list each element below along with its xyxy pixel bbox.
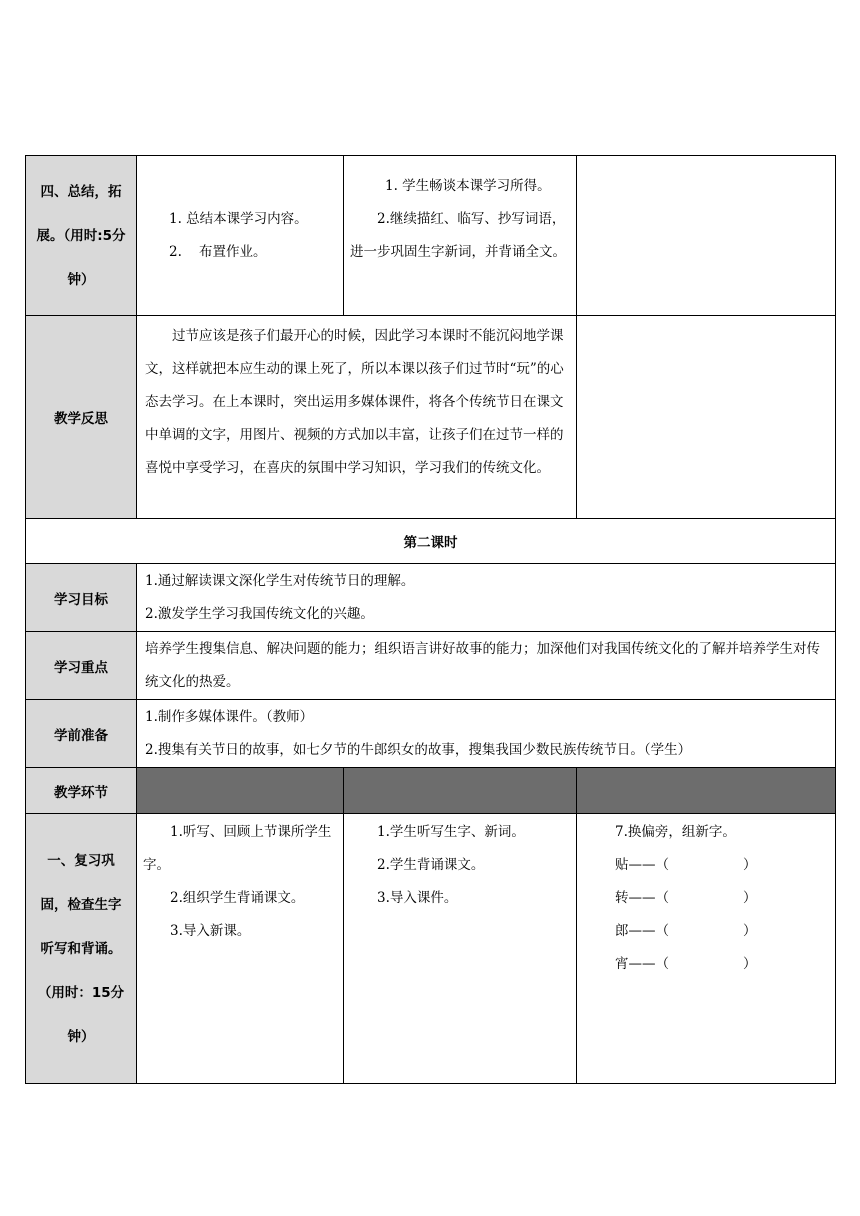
summary-row (26, 156, 836, 316)
steps-header-row (26, 768, 836, 814)
review-student-cell (344, 814, 577, 1084)
exercise-item (577, 849, 835, 882)
steps-header-cell (577, 768, 836, 814)
key-points-label: 学习重点 (26, 632, 137, 700)
preparation-item: 1.制作多媒体课件。（教师） (145, 708, 314, 725)
preparation-row (26, 700, 836, 768)
reflection-label: 教学反思 (26, 316, 137, 519)
lesson-title-row (26, 519, 836, 564)
summary-teacher-item: 2. 布置作业。 (169, 243, 267, 260)
review-student-item: 2.学生背诵课文。 (377, 857, 485, 873)
exercise-close: ） (743, 923, 757, 939)
preparation-cell (137, 700, 836, 768)
summary-teacher-item: 1. 总结本课学习内容。 (169, 210, 308, 227)
exercise-char: 贴——（ (615, 857, 669, 873)
exercise-close: ） (743, 890, 757, 906)
summary-student-item: 2.继续描红、临写、抄写词语，进一步巩固生字新词，并背诵全文。 (350, 211, 566, 260)
exercise-item (577, 948, 835, 981)
review-exercise-cell (577, 814, 836, 1084)
review-teacher-item: 3.导入新课。 (170, 923, 251, 939)
review-teacher-item: 1.听写、回顾上节课所学生字。 (143, 824, 332, 873)
review-student-item: 1.学生听写生字、新词。 (377, 824, 525, 840)
summary-student-cell (344, 156, 577, 316)
reflection-text: 过节应该是孩子们最开心的时候，因此学习本课时不能沉闷地学课文，这样就把本应生动的课上死了，所以本课以孩子们过节时“玩”的心态去学习。在上本课时，突出运用多媒体课件，将各个传统节日在课文中单调的文字，用图片、视频的方式加以丰富，让孩子们在过节一样的喜悦中享受学习，在喜庆的氛围中学习知识，学习我们的传统文化。 (145, 328, 564, 476)
objectives-label: 学习目标 (26, 564, 137, 632)
summary-empty-cell (577, 156, 836, 316)
lesson-title: 第二课时 (26, 519, 836, 564)
key-points-cell (137, 632, 836, 700)
objective-item: 2.激发学生学习我国传统文化的兴趣。 (145, 605, 374, 622)
objective-item: 1.通过解读课文深化学生对传统节日的理解。 (145, 572, 415, 589)
summary-student-item: 1. 学生畅谈本课学习所得。 (385, 178, 551, 194)
exercise-item (577, 882, 835, 915)
review-row (26, 814, 836, 1084)
lesson-plan-table (25, 155, 836, 1084)
exercise-char: 宵——（ (615, 956, 669, 972)
key-points-text: 培养学生搜集信息、解决问题的能力；组织语言讲好故事的能力；加深他们对我国传统文化的了解并培养学生对传统文化的热爱。 (145, 640, 820, 690)
review-student-item: 3.导入课件。 (377, 890, 458, 906)
review-teacher-cell (137, 814, 344, 1084)
summary-teacher-cell (137, 156, 344, 316)
exercise-close: ） (743, 956, 757, 972)
objectives-cell (137, 564, 836, 632)
preparation-item: 2.搜集有关节日的故事，如七夕节的牛郎织女的故事，搜集我国少数民族传统节日。（学生） (145, 741, 692, 758)
exercise-title: 7.换偏旁，组新字。 (615, 824, 736, 840)
review-teacher-item: 2.组织学生背诵课文。 (170, 890, 305, 906)
objectives-row (26, 564, 836, 632)
reflection-row (26, 316, 836, 519)
exercise-char: 转——（ (615, 890, 669, 906)
exercise-char: 郎——（ (615, 923, 669, 939)
steps-header-cell (344, 768, 577, 814)
summary-label: 四、总结，拓展。（用时:5分钟） (26, 156, 137, 316)
review-label: 一、复习巩固，检查生字听写和背诵。（用时：15分钟） (26, 814, 137, 1084)
steps-label: 教学环节 (26, 768, 137, 814)
key-points-row (26, 632, 836, 700)
exercise-close: ） (743, 857, 757, 873)
reflection-empty-cell (577, 316, 836, 519)
preparation-label: 学前准备 (26, 700, 137, 768)
exercise-item (577, 915, 835, 948)
steps-header-cell (137, 768, 344, 814)
reflection-cell (137, 316, 577, 519)
